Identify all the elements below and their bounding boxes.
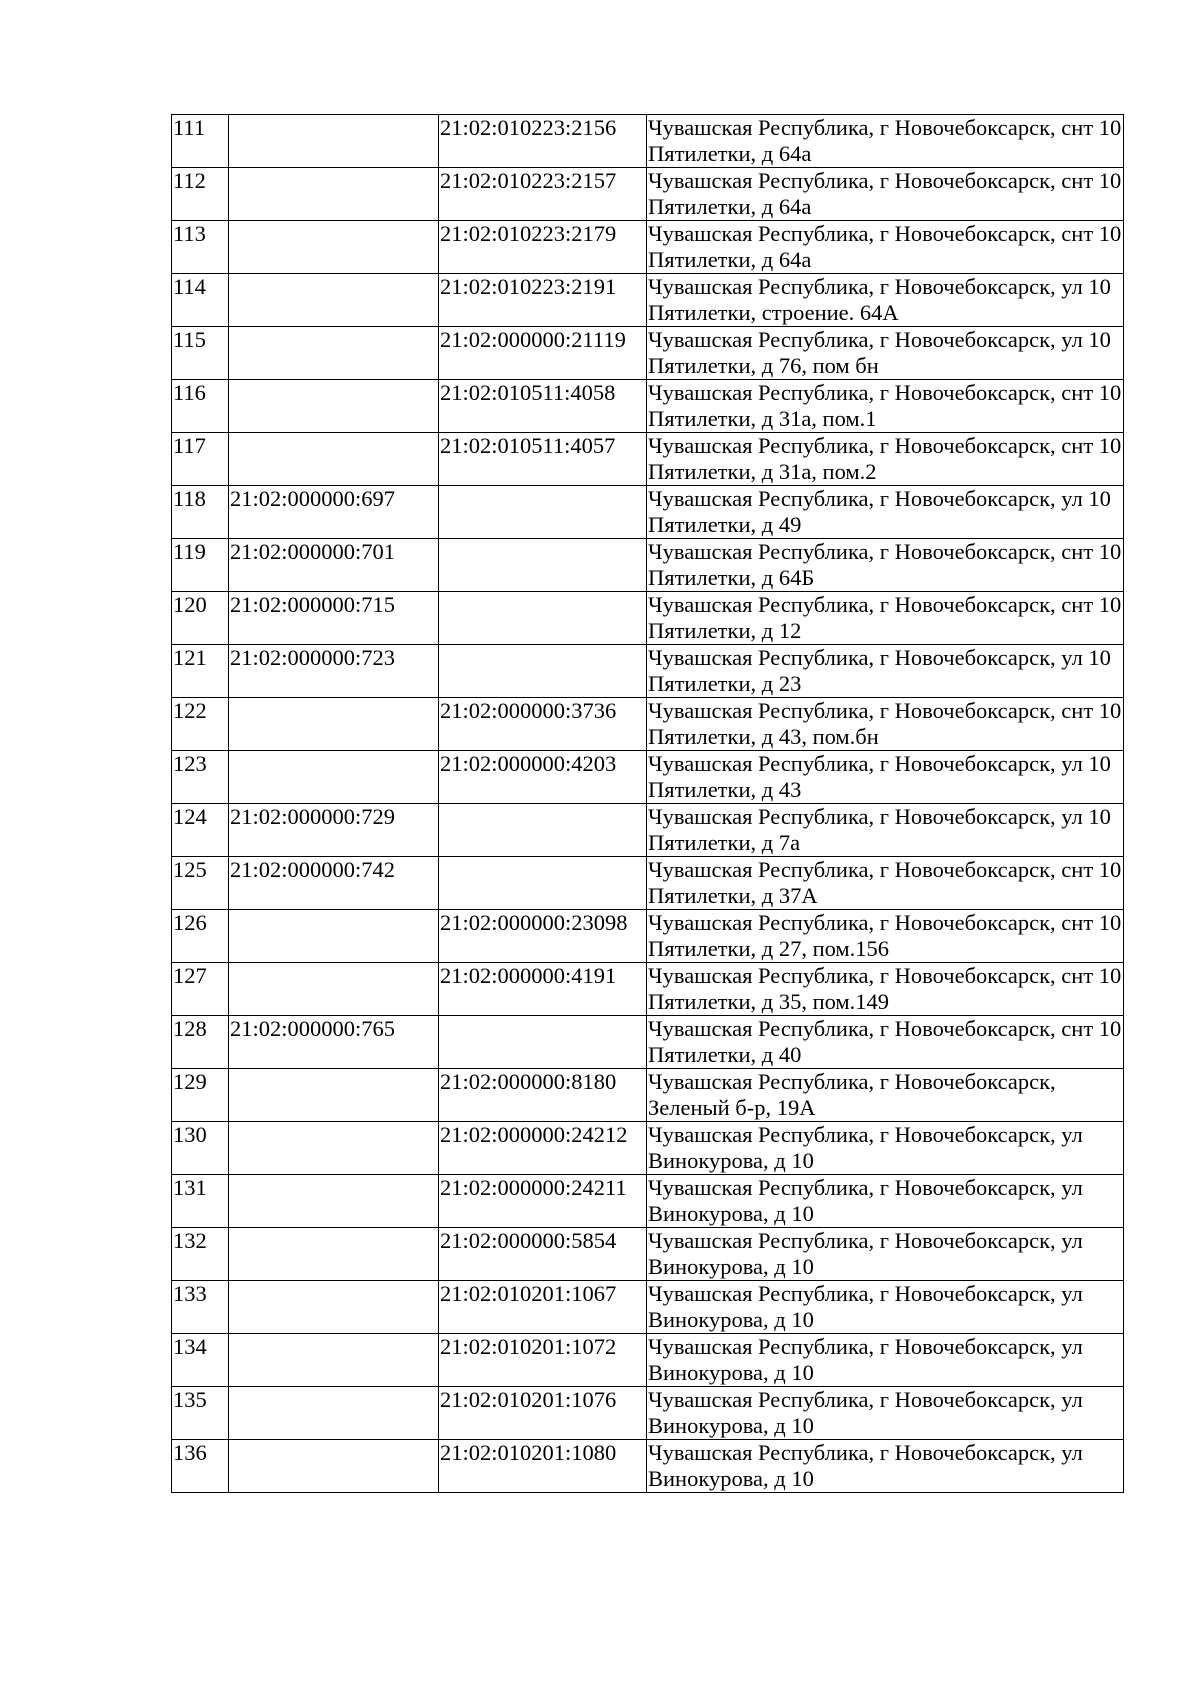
address-cell: Чувашская Республика, г Новочебоксарск, снт 10 Пятилетки, д 64Б	[647, 539, 1124, 592]
row-number-cell: 122	[172, 698, 229, 751]
row-number-cell: 121	[172, 645, 229, 698]
address-cell: Чувашская Республика, г Новочебоксарск, ул Винокурова, д 10	[647, 1175, 1124, 1228]
table-row	[172, 857, 1124, 910]
row-number-cell: 112	[172, 168, 229, 221]
address-cell: Чувашская Республика, г Новочебоксарск, снт 10 Пятилетки, д 31а, пом.1	[647, 380, 1124, 433]
cadastral-number-cell-2: 21:02:000000:24212	[439, 1122, 647, 1175]
row-number-cell: 130	[172, 1122, 229, 1175]
cadastral-number-cell-2: 21:02:010201:1080	[439, 1440, 647, 1493]
cadastral-number-cell	[229, 1334, 439, 1387]
cadastral-number-cell: 21:02:000000:723	[229, 645, 439, 698]
table-row	[172, 963, 1124, 1016]
address-cell: Чувашская Республика, г Новочебоксарск, снт 10 Пятилетки, д 40	[647, 1016, 1124, 1069]
cadastral-number-cell	[229, 751, 439, 804]
row-number-cell: 111	[172, 115, 229, 168]
address-cell: Чувашская Республика, г Новочебоксарск, ул 10 Пятилетки, строение. 64А	[647, 274, 1124, 327]
cadastral-number-cell-2	[439, 539, 647, 592]
cadastral-number-cell: 21:02:000000:765	[229, 1016, 439, 1069]
cadastral-number-cell	[229, 433, 439, 486]
cadastral-number-cell-2: 21:02:000000:21119	[439, 327, 647, 380]
address-cell: Чувашская Республика, г Новочебоксарск, снт 10 Пятилетки, д 64а	[647, 168, 1124, 221]
cadastral-number-cell-2	[439, 592, 647, 645]
table-row	[172, 1069, 1124, 1122]
table-row	[172, 1016, 1124, 1069]
cadastral-number-cell-2: 21:02:010201:1067	[439, 1281, 647, 1334]
address-cell: Чувашская Республика, г Новочебоксарск, ул Винокурова, д 10	[647, 1281, 1124, 1334]
cadastral-number-cell: 21:02:000000:742	[229, 857, 439, 910]
cadastral-number-cell	[229, 1175, 439, 1228]
address-cell: Чувашская Республика, г Новочебоксарск, ул 10 Пятилетки, д 7а	[647, 804, 1124, 857]
address-cell: Чувашская Республика, г Новочебоксарск, ул 10 Пятилетки, д 23	[647, 645, 1124, 698]
cadastral-number-cell-2: 21:02:000000:5854	[439, 1228, 647, 1281]
cadastral-number-cell	[229, 910, 439, 963]
address-cell: Чувашская Республика, г Новочебоксарск, снт 10 Пятилетки, д 27, пом.156	[647, 910, 1124, 963]
row-number-cell: 115	[172, 327, 229, 380]
cadastral-number-cell-2	[439, 1016, 647, 1069]
table-row	[172, 380, 1124, 433]
table-row	[172, 698, 1124, 751]
row-number-cell: 123	[172, 751, 229, 804]
address-cell: Чувашская Республика, г Новочебоксарск, снт 10 Пятилетки, д 64а	[647, 115, 1124, 168]
cadastral-number-cell-2: 21:02:010511:4057	[439, 433, 647, 486]
row-number-cell: 118	[172, 486, 229, 539]
row-number-cell: 126	[172, 910, 229, 963]
cadastral-number-cell	[229, 380, 439, 433]
cadastral-number-cell-2: 21:02:010201:1072	[439, 1334, 647, 1387]
table-row	[172, 1281, 1124, 1334]
table-row	[172, 592, 1124, 645]
address-cell: Чувашская Республика, г Новочебоксарск, ул Винокурова, д 10	[647, 1387, 1124, 1440]
cadastral-number-cell-2: 21:02:000000:3736	[439, 698, 647, 751]
table-row	[172, 910, 1124, 963]
row-number-cell: 125	[172, 857, 229, 910]
cadastral-number-cell: 21:02:000000:701	[229, 539, 439, 592]
cadastral-number-cell-2	[439, 804, 647, 857]
row-number-cell: 116	[172, 380, 229, 433]
cadastral-number-cell	[229, 1069, 439, 1122]
row-number-cell: 114	[172, 274, 229, 327]
cadastral-number-cell	[229, 1281, 439, 1334]
address-cell: Чувашская Республика, г Новочебоксарск, снт 10 Пятилетки, д 12	[647, 592, 1124, 645]
table-body	[172, 115, 1124, 1493]
table-row	[172, 115, 1124, 168]
address-cell: Чувашская Республика, г Новочебоксарск, снт 10 Пятилетки, д 43, пом.бн	[647, 698, 1124, 751]
cadastral-number-cell	[229, 1228, 439, 1281]
row-number-cell: 128	[172, 1016, 229, 1069]
cadastral-number-cell	[229, 221, 439, 274]
cadastral-number-cell-2: 21:02:010201:1076	[439, 1387, 647, 1440]
row-number-cell: 120	[172, 592, 229, 645]
cadastral-number-cell-2: 21:02:010223:2191	[439, 274, 647, 327]
table-row	[172, 221, 1124, 274]
row-number-cell: 134	[172, 1334, 229, 1387]
cadastral-number-cell-2: 21:02:010511:4058	[439, 380, 647, 433]
table-row	[172, 486, 1124, 539]
address-cell: Чувашская Республика, г Новочебоксарск, снт 10 Пятилетки, д 64а	[647, 221, 1124, 274]
row-number-cell: 119	[172, 539, 229, 592]
address-cell: Чувашская Республика, г Новочебоксарск, ул Винокурова, д 10	[647, 1122, 1124, 1175]
table-row	[172, 1334, 1124, 1387]
table-row	[172, 751, 1124, 804]
address-cell: Чувашская Республика, г Новочебоксарск, ул Винокурова, д 10	[647, 1440, 1124, 1493]
row-number-cell: 135	[172, 1387, 229, 1440]
cadastral-number-cell	[229, 115, 439, 168]
cadastral-number-cell: 21:02:000000:729	[229, 804, 439, 857]
cadastral-number-cell-2	[439, 857, 647, 910]
cadastral-number-cell	[229, 1387, 439, 1440]
table-row	[172, 1228, 1124, 1281]
row-number-cell: 124	[172, 804, 229, 857]
cadastral-number-cell	[229, 168, 439, 221]
row-number-cell: 129	[172, 1069, 229, 1122]
cadastral-number-cell	[229, 1440, 439, 1493]
cadastral-number-cell-2: 21:02:010223:2179	[439, 221, 647, 274]
address-cell: Чувашская Республика, г Новочебоксарск, ул 10 Пятилетки, д 49	[647, 486, 1124, 539]
row-number-cell: 136	[172, 1440, 229, 1493]
cadastral-number-cell	[229, 274, 439, 327]
address-cell: Чувашская Республика, г Новочебоксарск, снт 10 Пятилетки, д 35, пом.149	[647, 963, 1124, 1016]
row-number-cell: 127	[172, 963, 229, 1016]
table-row	[172, 433, 1124, 486]
address-cell: Чувашская Республика, г Новочебоксарск, снт 10 Пятилетки, д 31а, пом.2	[647, 433, 1124, 486]
cadastral-table	[171, 114, 1124, 1493]
cadastral-number-cell-2: 21:02:000000:23098	[439, 910, 647, 963]
row-number-cell: 113	[172, 221, 229, 274]
table-row	[172, 539, 1124, 592]
cadastral-number-cell	[229, 698, 439, 751]
address-cell: Чувашская Республика, г Новочебоксарск, снт 10 Пятилетки, д 37А	[647, 857, 1124, 910]
cadastral-number-cell-2: 21:02:010223:2156	[439, 115, 647, 168]
cadastral-number-cell-2: 21:02:010223:2157	[439, 168, 647, 221]
table-row	[172, 1440, 1124, 1493]
cadastral-number-cell-2: 21:02:000000:4203	[439, 751, 647, 804]
address-cell: Чувашская Республика, г Новочебоксарск, ул Винокурова, д 10	[647, 1228, 1124, 1281]
address-cell: Чувашская Республика, г Новочебоксарск, ул 10 Пятилетки, д 76, пом бн	[647, 327, 1124, 380]
table-row	[172, 1387, 1124, 1440]
table-row	[172, 274, 1124, 327]
row-number-cell: 132	[172, 1228, 229, 1281]
table-row	[172, 327, 1124, 380]
table-row	[172, 168, 1124, 221]
cadastral-number-cell-2: 21:02:000000:8180	[439, 1069, 647, 1122]
address-cell: Чувашская Республика, г Новочебоксарск, ул 10 Пятилетки, д 43	[647, 751, 1124, 804]
table-row	[172, 804, 1124, 857]
address-cell: Чувашская Республика, г Новочебоксарск, ул Винокурова, д 10	[647, 1334, 1124, 1387]
cadastral-number-cell: 21:02:000000:697	[229, 486, 439, 539]
table-row	[172, 645, 1124, 698]
cadastral-number-cell	[229, 963, 439, 1016]
cadastral-number-cell: 21:02:000000:715	[229, 592, 439, 645]
row-number-cell: 131	[172, 1175, 229, 1228]
cadastral-number-cell	[229, 1122, 439, 1175]
table-row	[172, 1175, 1124, 1228]
cadastral-number-cell	[229, 327, 439, 380]
address-cell: Чувашская Республика, г Новочебоксарск, Зеленый б-р, 19А	[647, 1069, 1124, 1122]
table-row	[172, 1122, 1124, 1175]
cadastral-number-cell-2	[439, 645, 647, 698]
row-number-cell: 133	[172, 1281, 229, 1334]
cadastral-number-cell-2	[439, 486, 647, 539]
row-number-cell: 117	[172, 433, 229, 486]
cadastral-number-cell-2: 21:02:000000:4191	[439, 963, 647, 1016]
cadastral-number-cell-2: 21:02:000000:24211	[439, 1175, 647, 1228]
